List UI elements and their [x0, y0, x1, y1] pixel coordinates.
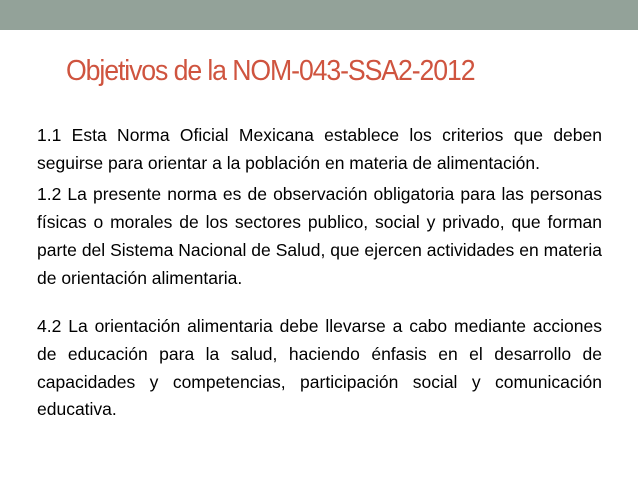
top-accent-bar	[0, 0, 638, 30]
paragraph-1-2: 1.2 La presente norma es de observación obligatoria para las personas físicas o morales de los sectores publico, social y privado, que forman parte del Sistema Nacional de Salud, que ejercen actividades en materia de orientación alimentaria.	[37, 184, 602, 288]
paragraph-1-1: 1.1 Esta Norma Oficial Mexicana establece los criterios que deben seguirse para orientar a la población en materia de alimentación.	[37, 125, 602, 173]
paragraph-4-2: 4.2 La orientación alimentaria debe llevarse a cabo mediante acciones de educación para la salud, haciendo énfasis en el desarrollo de capacidades y competencias, participación social y comunicación educativa.	[37, 316, 602, 420]
slide-title: Objetivos de la NOM-043-SSA2-2012	[66, 55, 475, 87]
slide-body	[37, 122, 602, 424]
